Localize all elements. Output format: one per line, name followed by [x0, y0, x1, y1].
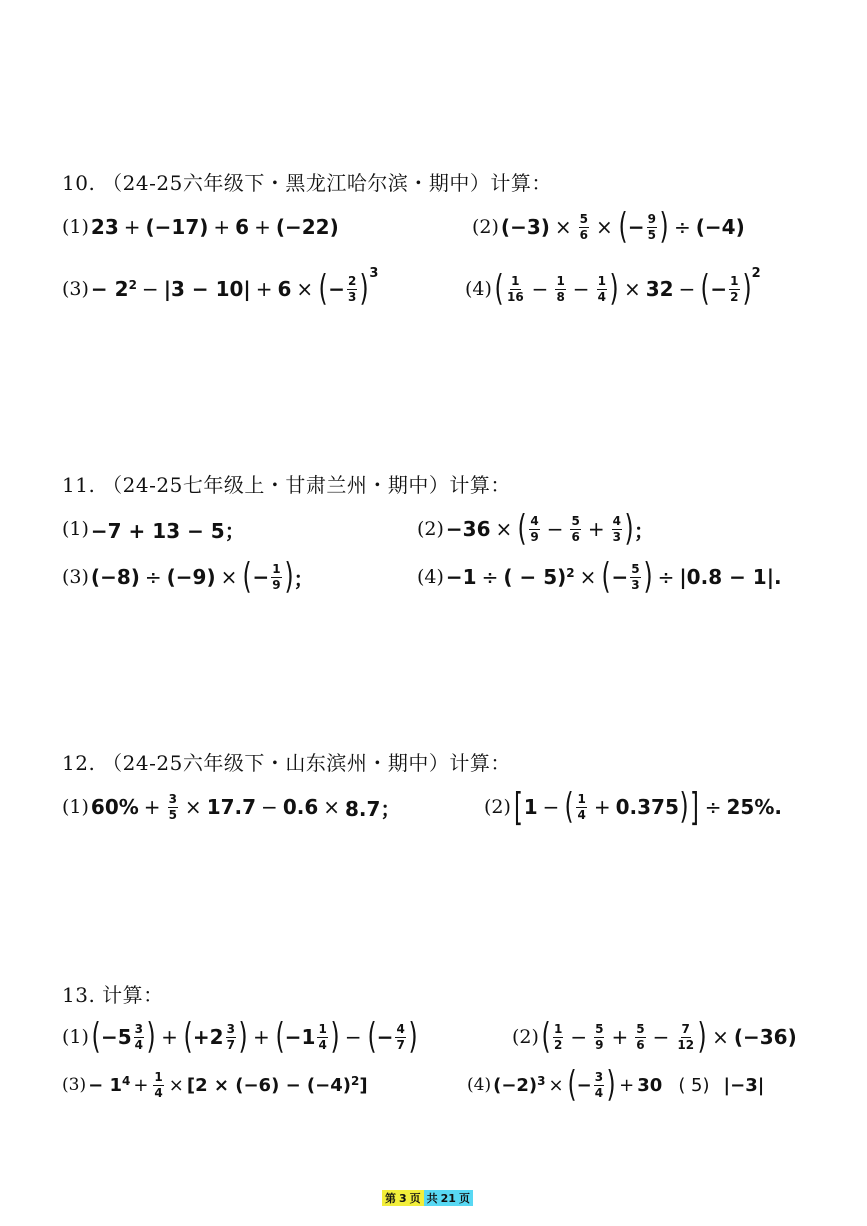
problem-row	[62, 201, 842, 253]
sub-problem-3: (3) − 1 $^4$ + $\frac{1}{4}$ × [2 × (−6) − (−4) $^2$ ]	[62, 1069, 368, 1100]
term: 30	[637, 1074, 663, 1096]
sub-label: (1)	[62, 518, 89, 540]
fraction: $\frac{1}{16}$	[506, 273, 524, 304]
term: ( 5)	[678, 1074, 710, 1096]
fraction: $\frac{9}{5}$	[647, 211, 656, 242]
fraction: $\frac{5}{3}$	[631, 561, 640, 592]
fraction: $\frac{5}{9}$	[595, 1021, 604, 1052]
term: (−3)	[500, 215, 550, 239]
term: (−9)	[166, 565, 216, 589]
fraction: $\frac{1}{4}$	[154, 1069, 163, 1100]
sub-problem-2: (2) ( $\frac{1}{2}$ − $\frac{5}{9}$ + $\frac{5}{6}$ − $\frac{7}{12}$ ) × (−36)	[512, 1016, 797, 1057]
term: (−22)	[275, 215, 339, 239]
fraction: $\frac{1}{2}$	[553, 1021, 563, 1052]
term: |0.8 − 1|.	[679, 565, 782, 589]
fraction: $\frac{5}{6}$	[636, 1021, 645, 1052]
sub-problem-2: (2) −36 × ( $\frac{4}{9}$ − $\frac{5}{6}$ + $\frac{4}{3}$ ) ；	[417, 508, 654, 549]
term: 1	[523, 795, 538, 819]
problem-title: 13. 计算：	[62, 983, 164, 1007]
page-footer	[382, 1190, 473, 1206]
sub-label: (3)	[62, 278, 89, 300]
term: 60%	[90, 795, 139, 819]
term: − 2	[90, 277, 129, 301]
sub-problem-1: (1) 23 + (−17) + 6 + (−22)	[62, 215, 339, 239]
term: 6	[235, 215, 250, 239]
sub-problem-4: (4) −1 ÷ ( − 5) $^2$ × ( − $\frac{5}{3}$ ) ÷ |0.8 − 1|.	[417, 556, 782, 597]
fraction: $\frac{1}{4}$	[577, 791, 586, 822]
term: 0.375	[615, 795, 679, 819]
sub-problem-4: (4) ( $\frac{1}{16}$ − $\frac{1}{8}$ − $\frac{1}{4}$ ) × 32 − ( − $\frac{1}{2}$ ) 2	[465, 265, 761, 309]
problem-row	[62, 1011, 842, 1063]
total-pages: 共 21 页	[424, 1190, 473, 1206]
sub-label: (1)	[62, 1026, 89, 1048]
term: (−4)	[695, 215, 745, 239]
sub-problem-1: (1) ( −5 $\frac{3}{4}$ ) + ( +2 $\frac{3}{7}$ ) + ( −1 $\frac{1}{4}$ ) − ( − $\frac{4}{7}$ )	[62, 1016, 418, 1057]
fraction: $\frac{4}{9}$	[530, 513, 539, 544]
fraction: $\frac{3}{5}$	[168, 791, 177, 822]
term: 32	[645, 277, 674, 301]
fraction: $\frac{1}{2}$	[730, 273, 739, 304]
sub-label: (1)	[62, 796, 89, 818]
sub-label: (2)	[417, 518, 444, 540]
term: 8.7；	[345, 796, 401, 821]
sub-problem-4: (4) (−2) $^3$ × ( − $\frac{3}{4}$ ) + 30 ( 5) |−3|	[467, 1064, 765, 1105]
fraction: $\frac{7}{12}$	[677, 1021, 695, 1052]
problem-row	[62, 551, 842, 603]
sub-label: (4)	[465, 278, 492, 300]
term: (−2)	[493, 1074, 538, 1096]
sub-problem-1	[62, 503, 245, 555]
mixed-number: −1 $\frac{1}{4}$	[284, 1021, 327, 1052]
term: |3 − 10|	[163, 277, 251, 301]
term: 17.7	[206, 795, 257, 819]
mixed-number: +2 $\frac{3}{7}$	[192, 1021, 235, 1052]
problem-title: 11. （24-25七年级上・甘肃兰州・期中）计算：	[62, 473, 511, 497]
sub-label: (2)	[512, 1026, 539, 1048]
fraction: $\frac{2}{3}$	[348, 273, 357, 304]
fraction: $\frac{1}{8}$	[556, 273, 565, 304]
fraction: $\frac{3}{4}$	[594, 1069, 604, 1100]
term: |−3|	[723, 1074, 765, 1096]
sub-problem-2: (2) [ 1 − ( $\frac{1}{4}$ + 0.375 ) ] ÷ 25%.	[484, 785, 782, 829]
sub-problem-3: (3) − 2 $^2$ − |3 − 10| + 6 × ( − $\frac{2}{3}$ ) 3	[62, 265, 379, 309]
problem-title: 10. （24-25六年级下・黑龙江哈尔滨・期中）计算：	[62, 171, 552, 195]
term: − 1	[88, 1074, 122, 1096]
term: −1	[445, 565, 477, 589]
problem-row	[62, 1059, 842, 1111]
term: ( − 5)	[503, 565, 567, 589]
sub-label: (2)	[472, 216, 499, 238]
term: 25%.	[726, 795, 782, 819]
sub-label: (4)	[467, 1075, 492, 1095]
problem-row	[62, 263, 842, 315]
problem-row	[62, 781, 842, 833]
term: −36	[445, 517, 491, 541]
sub-problem-1: (1) 60% + $\frac{3}{5}$ × 17.7 − 0.6 × 8.7；	[62, 791, 401, 822]
page-number: 第 3 页	[382, 1190, 424, 1206]
problem-title: 12. （24-25六年级下・山东滨州・期中）计算：	[62, 751, 511, 775]
fraction: $\frac{1}{4}$	[597, 273, 606, 304]
fraction: $\frac{5}{6}$	[579, 211, 589, 242]
fraction: $\frac{1}{9}$	[272, 561, 281, 592]
term: (−36)	[733, 1025, 797, 1049]
sub-problem-2: (2) (−3) × $\frac{5}{6}$ × ( − $\frac{9}{5}$ ) ÷ (−4)	[472, 206, 745, 247]
term: (−17)	[145, 215, 209, 239]
term: 23	[90, 215, 119, 239]
term: [2 × (−6) − (−4)	[186, 1074, 351, 1096]
sub-problem-3: (3) (−8) ÷ (−9) × ( − $\frac{1}{9}$ ) ；	[62, 556, 314, 597]
sub-label: (2)	[484, 796, 511, 818]
sub-label: (4)	[417, 566, 444, 588]
term: 0.6	[282, 795, 319, 819]
sub-label: (1)	[62, 216, 89, 238]
problem-row	[62, 503, 842, 555]
sub-label: (3)	[62, 1075, 87, 1095]
fraction: $\frac{5}{6}$	[571, 513, 580, 544]
fraction: $\frac{4}{3}$	[612, 513, 621, 544]
term: −7 + 13 − 5；	[90, 518, 245, 543]
term: (−8)	[90, 565, 140, 589]
term: 6	[277, 277, 292, 301]
mixed-number: −5 $\frac{3}{4}$	[100, 1021, 144, 1052]
fraction: $\frac{4}{7}$	[396, 1021, 405, 1052]
sub-label: (3)	[62, 566, 89, 588]
